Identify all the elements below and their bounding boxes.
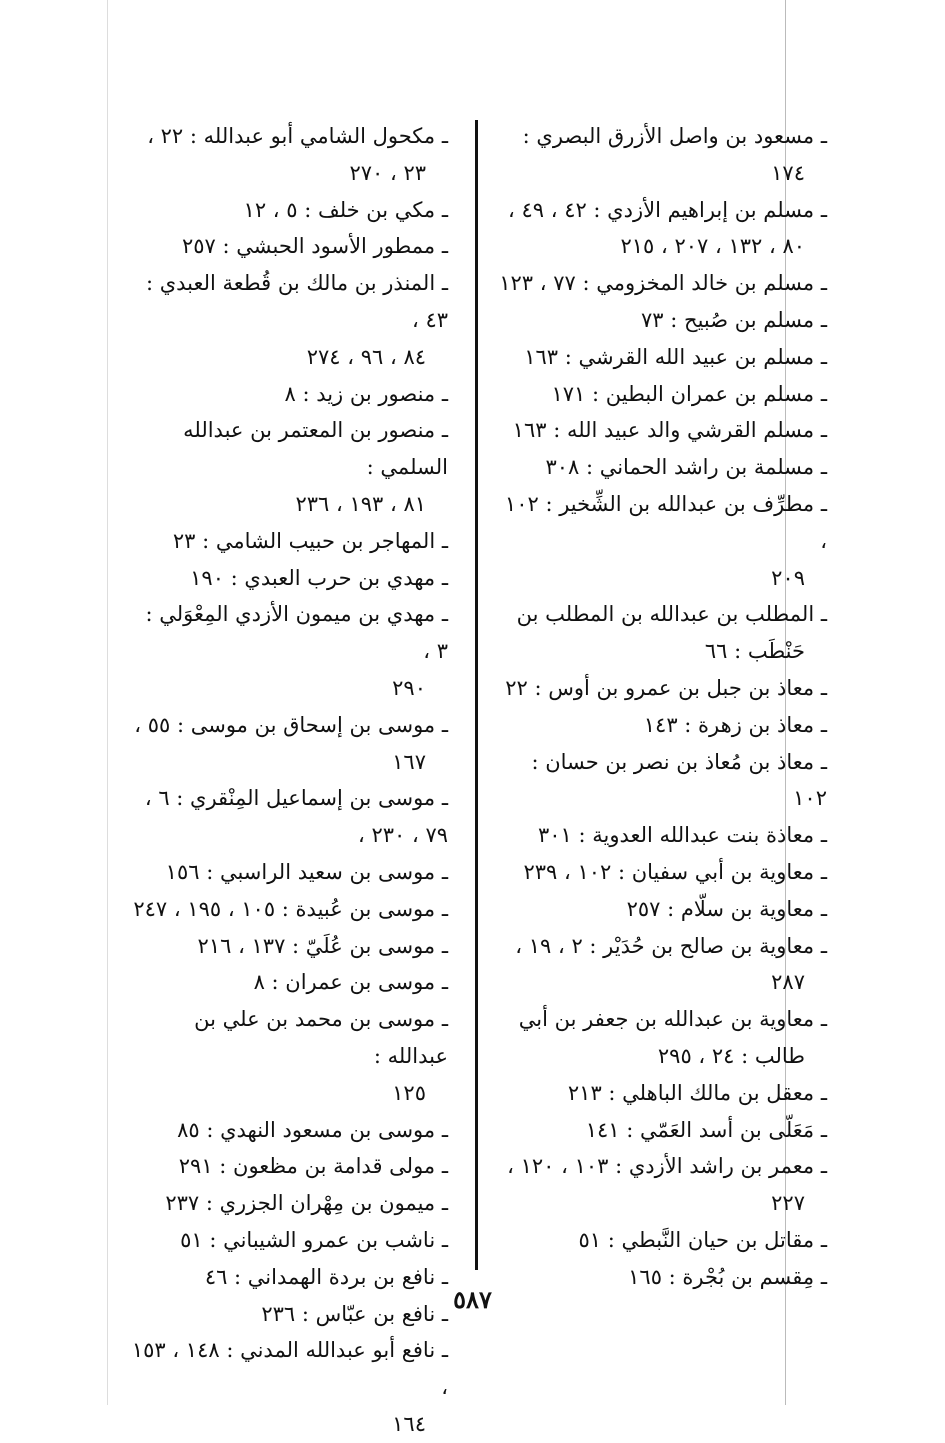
index-entry	[130, 1001, 448, 1111]
index-entry-text: ـ المنذر بن مالك بن قُطعة العبدي : ٤٣ ،	[145, 271, 448, 332]
index-entry-continuation: ٨٤ ، ٩٦ ، ٢٧٤	[306, 344, 426, 369]
index-entry-continuation: ٢٣ ، ٢٧٠	[349, 160, 426, 185]
index-entry	[497, 707, 827, 744]
index-entry	[130, 928, 448, 965]
index-entry	[130, 1148, 448, 1185]
index-entry-text: ـ نافع بن بردة الهمداني : ٤٦	[204, 1264, 448, 1289]
index-entry-text: ـ منصور بن زيد : ٨	[284, 381, 448, 406]
index-entry-text: ـ موسى بن عُبيدة : ١٠٥ ، ١٩٥ ، ٢٤٧	[133, 896, 448, 921]
index-entry	[497, 412, 827, 449]
index-entry	[497, 928, 827, 1002]
index-entry-continuation: ١٦٤	[392, 1411, 426, 1436]
index-entry-text: ـ مكحول الشامي أبو عبدالله : ٢٢ ،	[147, 124, 448, 148]
index-entry-text: ـ معاذة بنت عبدالله العدوية : ٣٠١	[537, 823, 827, 848]
index-entry	[497, 486, 827, 596]
index-entry	[130, 412, 448, 522]
index-entry-text: ـ مطرِّف بن عبدالله بن الشِّخير : ١٠٢ ،	[504, 491, 827, 553]
index-entry-text: ـ معاوية بن سلّام : ٢٥٧	[626, 896, 827, 921]
index-entry-text: ـ ممطور الأسود الحبشي : ٢٥٧	[181, 234, 448, 259]
index-entry-text: ـ معاوية بن أبي سفيان : ١٠٢ ، ٢٣٩	[523, 859, 827, 884]
index-column-left	[130, 118, 448, 1443]
index-entry	[130, 854, 448, 891]
index-entry-text: ـ المطلب بن عبدالله بن المطلب بن	[516, 602, 827, 627]
scan-artifact-line	[107, 0, 108, 1405]
index-entry-text: ـ معاوية بن صالح بن حُدَيْر : ٢ ، ١٩ ،	[515, 933, 827, 958]
index-entry	[130, 560, 448, 597]
index-entry-text: ـ معاذ بن زهرة : ١٤٣	[643, 712, 827, 737]
index-entry-continuation: ١٦٧	[392, 749, 426, 774]
index-entry	[130, 707, 448, 781]
index-entry-text: ـ ميمون بن مِهْران الجزري : ٢٣٧	[165, 1191, 448, 1216]
index-entry	[130, 228, 448, 265]
index-entry	[130, 891, 448, 928]
index-entry-text: ـ مهدي بن ميمون الأزدي المِعْوَلي : ٣ ،	[145, 602, 448, 664]
index-entry-text: ـ ناشب بن عمرو الشيباني : ٥١	[180, 1227, 448, 1252]
index-entry	[130, 265, 448, 375]
index-entry-continuation: ٨١ ، ١٩٣ ، ٢٣٦	[295, 491, 426, 516]
index-entry	[497, 1001, 827, 1075]
index-entry	[497, 376, 827, 413]
index-entry	[497, 1112, 827, 1149]
index-entry-text: ـ مسلم بن خالد المخزومي : ٧٧ ، ١٢٣	[499, 271, 827, 296]
index-entry	[497, 192, 827, 266]
index-entry-continuation: ٢٠٩	[771, 565, 805, 590]
index-entry	[497, 817, 827, 854]
index-entry	[130, 376, 448, 413]
index-entry	[130, 118, 448, 192]
index-entry-continuation: حَنْطَب : ٦٦	[704, 639, 805, 664]
index-entry	[497, 1222, 827, 1259]
index-entry	[497, 1148, 827, 1222]
index-entry-text: ـ مسلم بن إبراهيم الأزدي : ٤٢ ، ٤٩ ،	[508, 197, 827, 222]
index-entry-text: ـ معاوية بن عبدالله بن جعفر بن أبي	[518, 1007, 827, 1032]
index-entry	[497, 339, 827, 376]
index-entry	[497, 265, 827, 302]
index-entry	[130, 780, 448, 854]
index-entry-text: ـ معقل بن مالك الباهلي : ٢١٣	[567, 1080, 827, 1105]
index-entry-text: ـ نافع بن عبّاس : ٢٣٦	[261, 1301, 448, 1326]
index-entry-text: ـ مسعود بن واصل الأزرق البصري :	[522, 124, 827, 148]
index-entry-text: ـ مِقسم بن بُجْرة : ١٦٥	[628, 1264, 827, 1289]
index-entry-text: ـ موسى بن عُلَيّ : ١٣٧ ، ٢١٦	[197, 933, 448, 958]
index-entry	[497, 744, 827, 818]
index-column-right	[497, 118, 827, 1296]
index-entry	[130, 192, 448, 229]
index-entry-text: ـ معمر بن راشد الأزدي : ١٠٣ ، ١٢٠ ،	[507, 1154, 827, 1179]
index-entry-text: ـ موسى بن عمران : ٨	[253, 970, 448, 995]
index-entry	[497, 1075, 827, 1112]
index-entry-text: ـ موسى بن محمد بن علي بن عبدالله :	[194, 1007, 448, 1068]
index-entry	[497, 596, 827, 670]
index-entry-text: ـ معاذ بن جبل بن عمرو بن أوس : ٢٢	[505, 675, 827, 700]
index-entry	[497, 891, 827, 928]
column-divider	[475, 120, 478, 1270]
index-entry	[130, 964, 448, 1001]
index-entry	[497, 449, 827, 486]
index-entry-text: ـ المهاجر بن حبيب الشامي : ٢٣	[172, 528, 448, 553]
index-entry-text: ـ مهدي بن حرب العبدي : ١٩٠	[190, 565, 448, 590]
index-entry-continuation: طالب : ٢٤ ، ٢٩٥	[657, 1043, 805, 1068]
index-entry-text: ـ مسلم بن عبيد الله القرشي : ١٦٣	[524, 344, 827, 369]
index-entry-text: ـ مسلمة بن راشد الحماني : ٣٠٨	[545, 455, 827, 480]
index-entry-text: ـ موسى بن سعيد الراسبي : ١٥٦	[165, 859, 448, 884]
index-entry-text: ـ معاذ بن مُعاذ بن نصر بن حسان : ١٠٢	[531, 749, 827, 811]
page-number: ٥٨٧	[453, 1285, 492, 1314]
index-entry-continuation: ٢٨٧	[771, 970, 805, 995]
index-entry-continuation: ١٧٤	[771, 160, 805, 185]
index-entry-text: ـ مسلم القرشي والد عبيد الله : ١٦٣	[512, 418, 827, 443]
index-entry	[497, 118, 827, 192]
index-entry-continuation: ٢٩٠	[392, 675, 426, 700]
index-entry-continuation: ٢٢٧	[771, 1191, 805, 1216]
index-entry	[130, 523, 448, 560]
index-entry	[130, 1222, 448, 1259]
index-entry	[130, 1332, 448, 1442]
index-entry	[130, 596, 448, 706]
index-entry-text: ـ موسى بن إسماعيل المِنْقري : ٦ ، ٧٩ ، ٢٣٠ ،	[144, 786, 448, 848]
index-entry-text: ـ منصور بن المعتمر بن عبدالله السلمي :	[183, 418, 448, 480]
index-entry	[130, 1112, 448, 1149]
index-entry-text: ـ مَعَلّى بن أسد العَمّي : ١٤١	[585, 1117, 827, 1142]
index-entry	[130, 1185, 448, 1222]
index-entry-text: ـ نافع أبو عبدالله المدني : ١٤٨ ، ١٥٣ ،	[131, 1338, 448, 1400]
index-entry-text: ـ مسلم بن صُبيح : ٧٣	[641, 307, 827, 332]
index-entry-text: ـ موسى بن إسحاق بن موسى : ٥٥ ،	[134, 712, 448, 737]
index-entry-text: ـ موسى بن مسعود النهدي : ٨٥	[177, 1117, 448, 1142]
index-entry	[497, 670, 827, 707]
index-entry-text: ـ مكي بن خلف : ٥ ، ١٢	[243, 197, 448, 222]
index-entry-text: ـ مسلم بن عمران البطين : ١٧١	[551, 381, 827, 406]
index-entry-text: ـ مقاتل بن حيان النَّبطي : ٥١	[578, 1227, 827, 1252]
index-entry	[497, 854, 827, 891]
index-entry-continuation: ١٢٥	[392, 1080, 426, 1105]
index-entry	[497, 302, 827, 339]
index-entry-text: ـ مولى قدامة بن مظعون : ٢٩١	[178, 1154, 448, 1179]
index-entry-continuation: ٨٠ ، ١٣٢ ، ٢٠٧ ، ٢١٥	[620, 234, 805, 259]
